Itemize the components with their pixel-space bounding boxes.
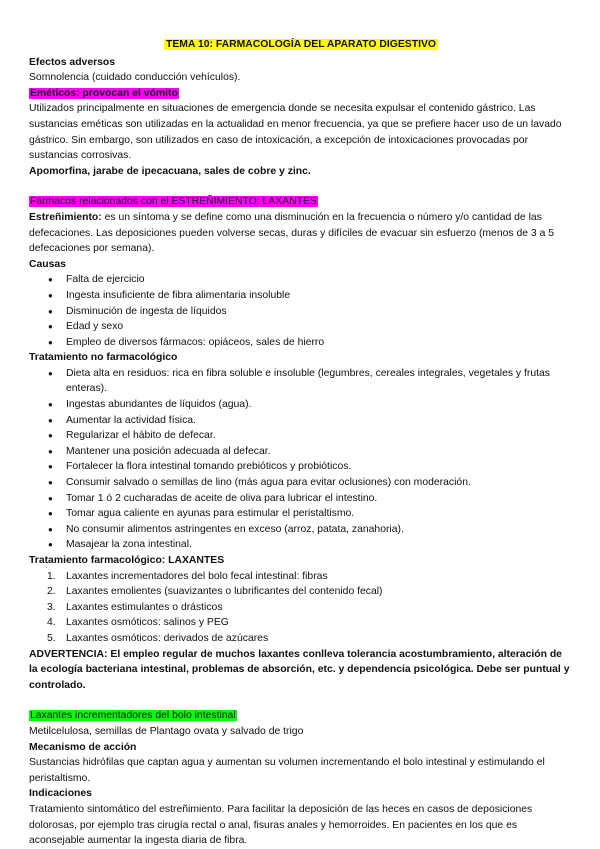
- bullet-icon: ●: [48, 540, 53, 550]
- bullet-icon: ●: [48, 493, 53, 503]
- list-item: ● Ingestas abundantes de líquidos (agua).: [29, 397, 573, 413]
- mecanismo-heading: Mecanismo de acción: [29, 741, 137, 753]
- list-item: ● Empleo de diversos fármacos: opiáceos, sales de hierro: [29, 335, 573, 351]
- mecanismo-text: Sustancias hidrófilas que captan agua y aumentan su volumen incrementando el bolo intestinal y estimulando el peristaltismo.: [29, 757, 545, 784]
- efectos-text: Somnolencia (cuidado conducción vehículos).: [29, 72, 241, 84]
- list-item: ● Ingesta insuficiente de fibra alimentaria insoluble: [29, 288, 573, 304]
- list-item: 4. Laxantes osmóticos: salinos y PEG: [47, 617, 229, 629]
- list-item: ● No consumir alimentos astringentes en exceso (arroz, patata, zanahoria).: [29, 522, 573, 538]
- bullet-icon: ●: [48, 431, 53, 441]
- title-block: [29, 37, 573, 53]
- list-item: 5. Laxantes osmóticos: derivados de azúcares: [47, 632, 269, 644]
- list-item: ● Mantener una posición adecuada al defecar.: [29, 444, 573, 460]
- list-item: 1. Laxantes incrementadores del bolo fecal intestinal: fibras: [47, 570, 328, 582]
- causas-heading: Causas: [29, 258, 66, 270]
- emeticos-examples: Apomorfina, jarabe de ipecacuana, sales de cobre y zinc.: [29, 165, 311, 177]
- page-title: TEMA 10: FARMACOLOGÍA DEL APARATO DIGESTIVO: [166, 39, 436, 50]
- section-gap: [29, 693, 573, 708]
- bullet-icon: ●: [48, 415, 53, 425]
- no-farmacologico-heading: Tratamiento no farmacológico: [29, 352, 178, 364]
- farmacologico-heading: Tratamiento farmacológico: LAXANTES: [29, 555, 225, 566]
- list-item: 3. Laxantes estimulantes o drásticos: [47, 601, 223, 613]
- bullet-icon: ●: [48, 462, 53, 472]
- indicaciones-heading: Indicaciones: [29, 788, 92, 800]
- bullet-icon: ●: [48, 368, 53, 378]
- document-content: [29, 37, 573, 849]
- bullet-icon: ●: [48, 290, 53, 300]
- bullet-icon: ●: [48, 337, 53, 347]
- bullet-icon: ●: [48, 306, 53, 316]
- emeticos-text: Utilizados principalmente en situaciones de emergencia donde se necesita expulsar el contenido gástrico. Las sustancias eméticas son utilizadas en la actualidad en menor frecuencia, ya que se prefiere hacer uso de un lavado gástrico. Sin embargo, son utilizados en caso de intoxicación, a excepción de intoxicaciones provocadas por sustancias corrosivas.: [29, 103, 562, 162]
- estrenimiento-term: Estreñimiento:: [29, 211, 102, 223]
- bolo-examples: Metilcelulosa, semillas de Plantago ovata y salvado de trigo: [29, 725, 304, 737]
- bolo-heading: Laxantes incrementadores del bolo intestinal: [30, 710, 236, 722]
- no-farmacologico-list: [29, 366, 573, 553]
- bullet-icon: ●: [48, 275, 53, 285]
- list-item: ● Consumir salvado o semillas de lino (más agua para evitar oclusiones) con moderación.: [29, 475, 573, 491]
- section-gap: [29, 179, 573, 194]
- list-item: ● Dieta alta en residuos: rica en fibra soluble e insoluble (legumbres, cereales integrales, vegetales y frutas enteras).: [48, 367, 551, 395]
- list-item: 2. Laxantes emolientes (suavizantes o lubrificantes del contenido fecal): [47, 586, 383, 598]
- indicaciones-text: Tratamiento sintomático del estreñimiento. Para facilitar la deposición de las heces en casos de deposiciones dolorosas, por ejemplo tras cirugía rectal o anal, fisuras anales y hemorroides. En pacientes en los que es aconsejable aumentar la ingesta diaria de fibra.: [29, 803, 533, 847]
- advertencia-text: ADVERTENCIA: El empleo regular de muchos laxantes conlleva tolerancia acostumbramiento, alteración de la ecología bacteriana intestinal, problemas de absorción, etc. y dependencia psicológica. Debe ser puntual y controlado.: [29, 648, 570, 691]
- list-item: ● Edad y sexo: [29, 319, 573, 335]
- list-item: ● Tomar agua caliente en ayunas para estimular el peristaltismo.: [29, 506, 573, 522]
- estrenimiento-definition: [29, 210, 573, 257]
- list-item: ● Tomar 1 ó 2 cucharadas de aceite de oliva para lubricar el intestino.: [29, 491, 573, 507]
- estrenimiento-text: es un síntoma y se define como una disminución en la frecuencia o número y/o cantidad de las defecaciones. Las deposiciones pueden volverse secas, duras y difíciles de evacuar sin esfuerzo (menos de 3 a 5 defecaciones por semana).: [29, 211, 555, 255]
- list-item: ● Fortalecer la flora intestinal tomando prebióticos y probióticos.: [29, 459, 573, 475]
- list-item: ● Masajear la zona intestinal.: [29, 537, 573, 553]
- bullet-icon: ●: [48, 509, 53, 519]
- laxantes-types-list: [29, 569, 573, 647]
- bullet-icon: ●: [48, 478, 53, 488]
- bullet-icon: ●: [48, 322, 53, 332]
- causas-list: [29, 272, 573, 350]
- bullet-icon: ●: [48, 446, 53, 456]
- efectos-heading: Efectos adversos: [29, 56, 116, 68]
- bullet-icon: ●: [48, 400, 53, 410]
- emeticos-heading: Eméticos: provocan el vómito: [30, 87, 178, 99]
- bullet-icon: ●: [48, 524, 53, 534]
- list-item: ● Falta de ejercicio: [29, 272, 573, 288]
- list-item: ● Regularizar el hábito de defecar.: [29, 428, 573, 444]
- list-item: ● Aumentar la actividad física.: [29, 413, 573, 429]
- list-item: ● Disminución de ingesta de líquidos: [29, 304, 573, 320]
- laxantes-heading: Fármacos relacionados con el ESTREÑIMIENTO: LAXANTES: [30, 196, 317, 208]
